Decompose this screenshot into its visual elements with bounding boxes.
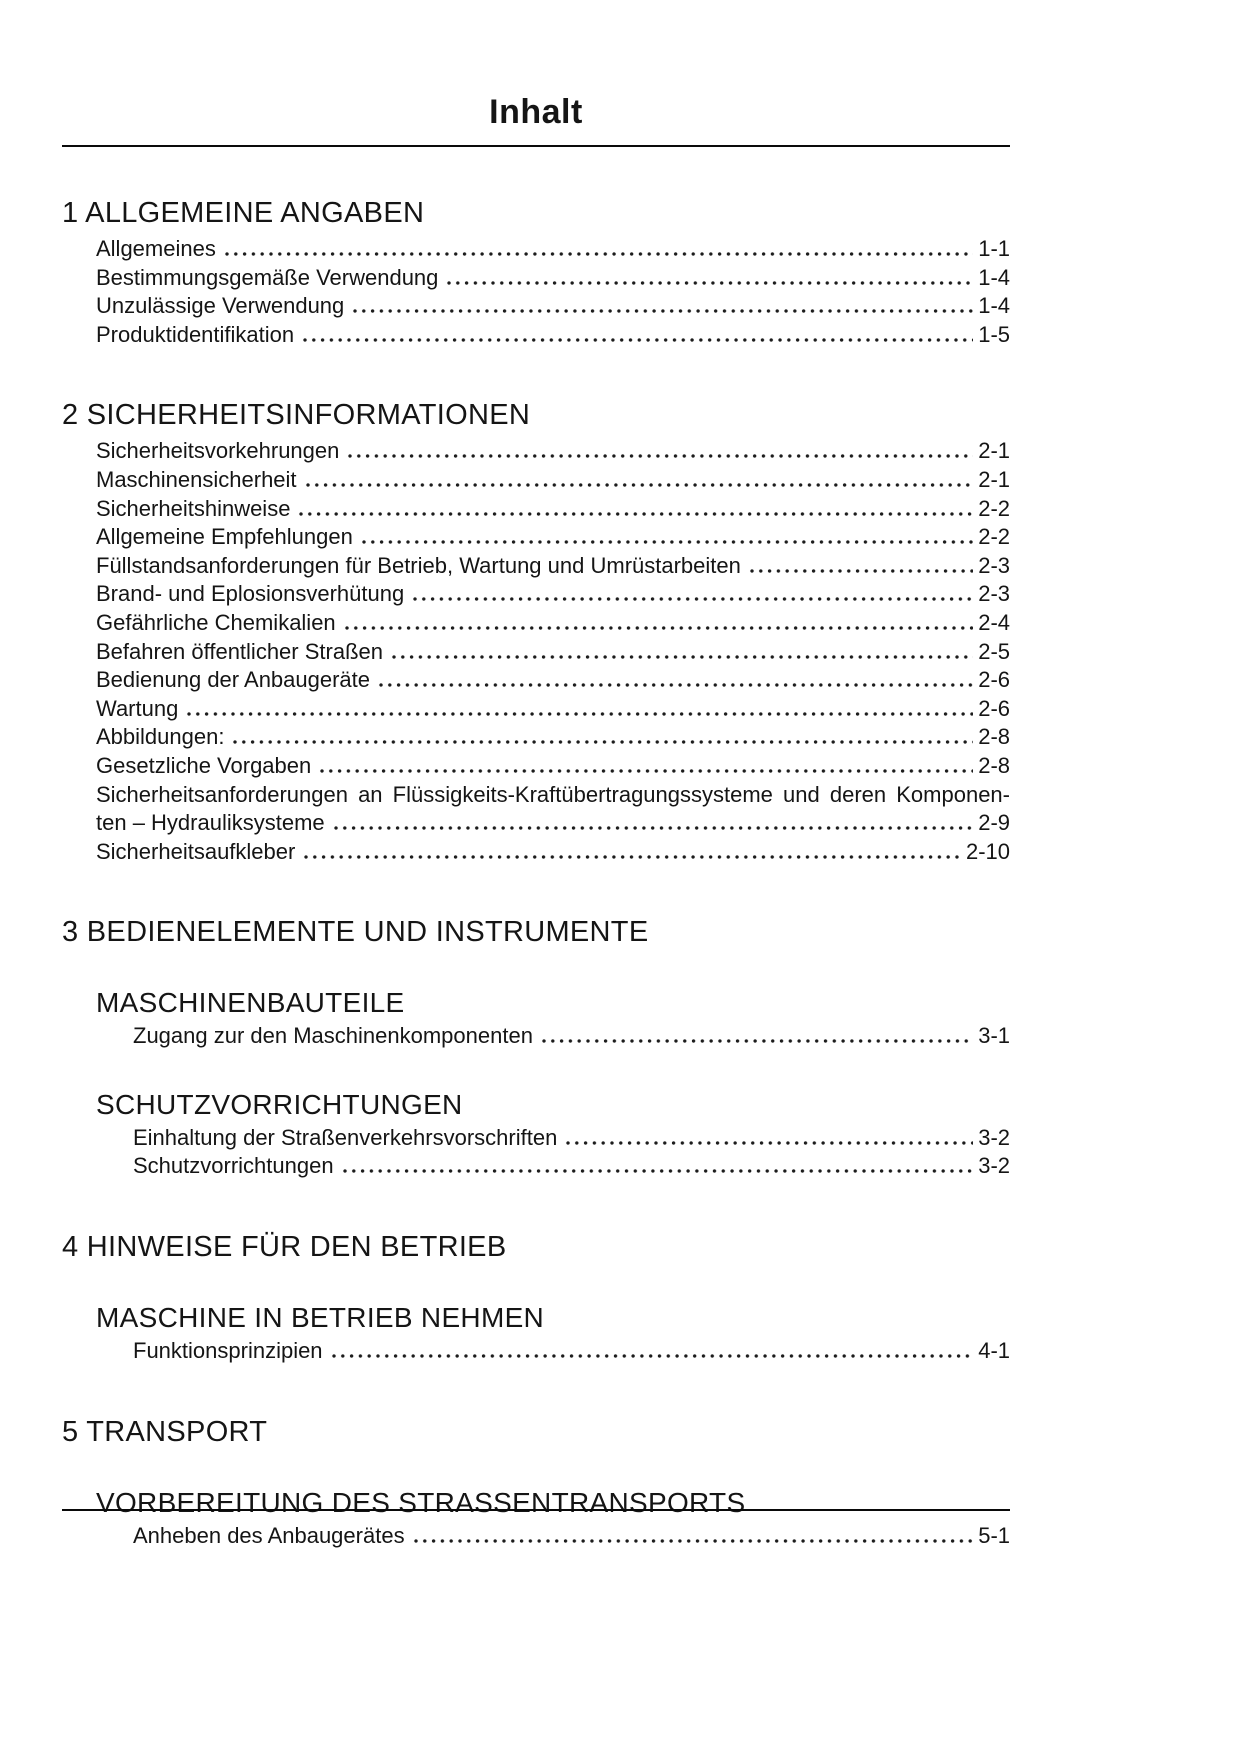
page-number: 4-1: [978, 1338, 1010, 1364]
dot-leader-icon: [445, 281, 973, 285]
page-number: 1-1: [978, 236, 1010, 261]
entry-label: Sicherheitsaufkleber: [96, 838, 296, 864]
toc-subsection: [96, 986, 1010, 1051]
dot-leader-icon: [748, 569, 973, 573]
dot-leader-icon: [297, 512, 973, 516]
toc-entry-list: [133, 1337, 1010, 1366]
toc-section: [62, 1230, 1010, 1366]
dot-leader-icon: [330, 1354, 974, 1358]
entry-label: Wartung: [96, 695, 179, 721]
entry-label: Allgemeines: [96, 236, 216, 261]
page-number: 2-8: [978, 724, 1010, 750]
toc-entry: [96, 638, 1010, 667]
toc-entry: [96, 523, 1010, 552]
section-heading: 5 TRANSPORT: [62, 1415, 268, 1448]
toc-section: [62, 915, 1010, 1181]
toc-subsection: [96, 1486, 1010, 1551]
dot-leader-icon: [412, 1539, 974, 1543]
entry-label: Befahren öffentlicher Straßen: [96, 638, 383, 664]
page-number: 2-8: [978, 752, 1010, 778]
toc-entry: [133, 1124, 1010, 1153]
toc-entry: [96, 695, 1010, 724]
dot-leader-icon: [377, 683, 973, 687]
page-number: 1-4: [978, 293, 1010, 319]
dot-leader-icon: [540, 1039, 973, 1043]
section-heading: 3 BEDIENELEMENTE UND INSTRUMENTE: [62, 916, 649, 949]
page-number: 2-4: [978, 609, 1010, 635]
toc-entry: [96, 809, 1010, 838]
entry-label: Funktionsprinzipien: [133, 1338, 323, 1364]
entry-label: Füllstandsanforderungen für Betrieb, Wartung und Umrüstarbeiten: [96, 552, 741, 578]
dot-leader-icon: [185, 712, 973, 716]
toc-entry: [96, 552, 1010, 581]
toc-entry-list: [133, 1522, 1010, 1551]
toc-entry: [96, 609, 1010, 638]
toc-entry-list: [96, 235, 1010, 349]
toc-entry: [133, 1022, 1010, 1051]
entry-label: ten – Hydrauliksysteme: [96, 810, 325, 836]
title-rule: [62, 145, 1010, 147]
entry-label: Brand- und Eplosionsverhütung: [96, 581, 405, 607]
page-number: 2-1: [978, 438, 1010, 464]
toc-entry: [96, 723, 1010, 752]
entry-label: Allgemeine Empfehlungen: [96, 524, 353, 550]
page-number: 3-2: [978, 1153, 1010, 1179]
page-number: 3-2: [978, 1124, 1010, 1150]
entry-label: Gesetzliche Vorgaben: [96, 752, 312, 778]
section-heading: 2 SICHERHEITSINFORMATIONEN: [62, 399, 531, 432]
toc-entry-list: [133, 1124, 1010, 1181]
toc-entry-wrap-line: Sicherheitsanforderungen an Flüssigkeits-Kraftübertragungssysteme und deren Komponen-: [96, 781, 1010, 807]
section-heading: 4 HINWEISE FÜR DEN BETRIEB: [62, 1231, 507, 1264]
page-title: Inhalt: [489, 93, 583, 131]
toc-entry: [96, 321, 1010, 350]
dot-leader-icon: [351, 309, 973, 313]
toc-entry: [96, 838, 1010, 867]
entry-label: Abbildungen:: [96, 724, 225, 750]
toc-entry: [96, 437, 1010, 466]
toc-subsection: [96, 1088, 1010, 1181]
entry-label: Zugang zur den Maschinenkomponenten: [133, 1023, 533, 1049]
subsection-heading: SCHUTZVORRICHTUNGEN: [96, 1088, 463, 1120]
page-number: 2-3: [978, 552, 1010, 578]
page-number: 2-10: [965, 838, 1010, 864]
subsection-heading: VORBEREITUNG DES STRASSENTRANSPORTS: [96, 1486, 746, 1518]
entry-label: Sicherheitsvorkehrungen: [96, 438, 340, 464]
entry-label: Produktidentifikation: [96, 321, 295, 347]
dot-leader-icon: [343, 626, 974, 630]
page-number: 1-4: [978, 264, 1010, 290]
page-number: 2-5: [978, 638, 1010, 664]
toc-subsection: [96, 1301, 1010, 1366]
toc-entry: [133, 1337, 1010, 1366]
toc-entry-list: [133, 1022, 1010, 1051]
dot-leader-icon: [332, 826, 974, 830]
toc: [62, 196, 1010, 1550]
toc-section: [62, 196, 1010, 349]
page-number: 1-5: [978, 321, 1010, 347]
dot-leader-icon: [390, 655, 973, 659]
toc-entry: [96, 752, 1010, 781]
entry-label: Bedienung der Anbaugeräte: [96, 667, 371, 693]
toc-entry: [133, 1152, 1010, 1181]
dot-leader-icon: [302, 855, 961, 859]
dot-leader-icon: [318, 769, 973, 773]
page-number: 2-1: [978, 466, 1010, 492]
bottom-rule: [62, 1509, 1010, 1511]
subsection-heading: MASCHINE IN BETRIEB NEHMEN: [96, 1302, 545, 1334]
toc-section: [62, 398, 1010, 866]
dot-leader-icon: [346, 454, 973, 458]
page-number: 3-1: [978, 1023, 1010, 1049]
dot-leader-icon: [304, 483, 974, 487]
entry-label: Gefährliche Chemikalien: [96, 609, 336, 635]
toc-entry: [96, 466, 1010, 495]
dot-leader-icon: [564, 1141, 973, 1145]
subsection-heading: MASCHINENBAUTEILE: [96, 987, 405, 1019]
section-heading: 1 ALLGEMEINE ANGABEN: [62, 197, 425, 229]
page-number: 2-9: [978, 810, 1010, 836]
entry-label: Maschinensicherheit: [96, 466, 297, 492]
dot-leader-icon: [341, 1169, 974, 1173]
toc-entry: [96, 264, 1010, 293]
entry-label: Einhaltung der Straßenverkehrsvorschriften: [133, 1124, 558, 1150]
toc-entry: [96, 666, 1010, 695]
dot-leader-icon: [223, 252, 973, 256]
dot-leader-icon: [231, 740, 973, 744]
page-number: 2-3: [978, 581, 1010, 607]
entry-label: Sicherheitshinweise: [96, 495, 291, 521]
page-number: 2-6: [978, 667, 1010, 693]
page-number: 5-1: [978, 1522, 1010, 1548]
page-number: 2-6: [978, 695, 1010, 721]
entry-label: Unzulässige Verwendung: [96, 293, 345, 319]
toc-section: [62, 1415, 1010, 1551]
toc-entry: [96, 292, 1010, 321]
dot-leader-icon: [411, 597, 973, 601]
entry-label: Bestimmungsgemäße Verwendung: [96, 264, 439, 290]
dot-leader-icon: [301, 338, 973, 342]
toc-entry: [96, 495, 1010, 524]
toc-entry: [96, 235, 1010, 264]
toc-entry: [96, 580, 1010, 609]
dot-leader-icon: [360, 540, 973, 544]
entry-label: Schutzvorrichtungen: [133, 1153, 334, 1179]
entry-label: Anheben des Anbaugerätes: [133, 1522, 405, 1548]
toc-entry: [133, 1522, 1010, 1551]
page-number: 2-2: [978, 524, 1010, 550]
page-number: 2-2: [978, 495, 1010, 521]
toc-entry-list: [96, 437, 1010, 866]
